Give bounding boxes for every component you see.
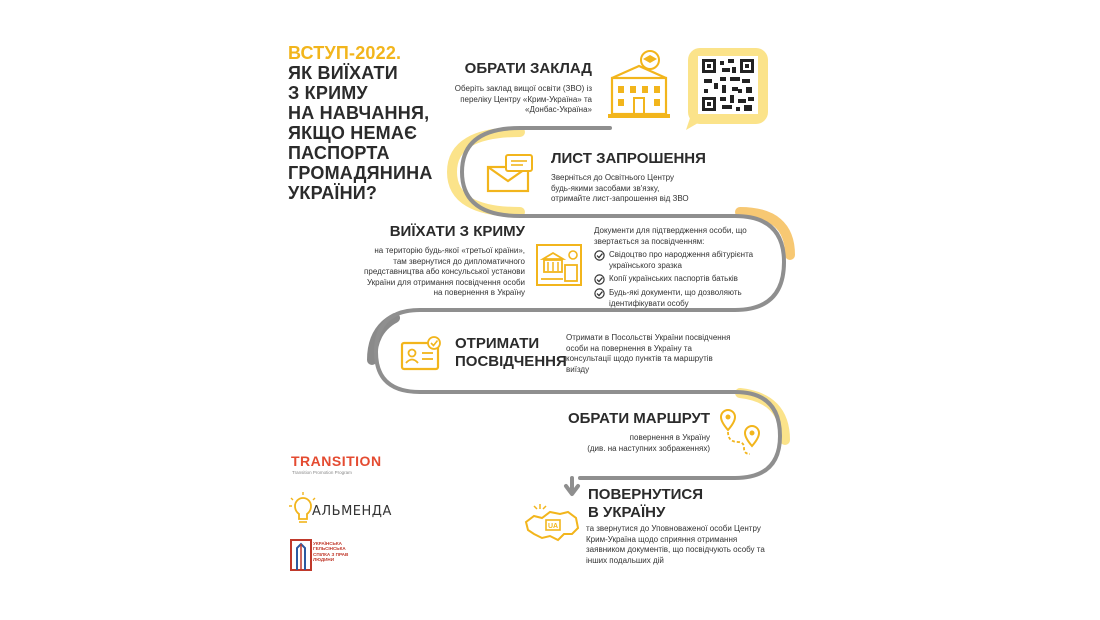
- documents-intro: [594, 226, 780, 247]
- document-item-line: Копії українських паспортів батьків: [609, 274, 738, 283]
- step-leave-crimea: [355, 223, 525, 299]
- step-text-line: повернення в Україну: [629, 433, 710, 442]
- envelope-icon: [486, 153, 536, 193]
- uhhru-logo-line: ГЕЛЬСІНСЬКА: [313, 546, 346, 552]
- document-item: [594, 274, 780, 285]
- qr-bubble: [686, 46, 772, 128]
- documents-intro-line: Документи для підтвердження особи, що: [594, 226, 747, 235]
- title-line: ПАСПОРТА: [288, 143, 390, 163]
- almenda-logo: АЛЬМЕНДА: [312, 504, 392, 519]
- checkmark-circle-icon: [594, 288, 605, 299]
- document-item-line: Будь-які документи, що дозволяють: [609, 288, 742, 297]
- uhhru-logo-line: СПІЛКА З ПРАВ: [313, 551, 349, 557]
- title-line: ЯК ВИЇХАТИ: [288, 63, 398, 83]
- embassy-icon: [535, 243, 583, 287]
- step-choose-institution: [440, 60, 592, 116]
- step-text-line: отримайте лист-запрошення від ЗВО: [551, 194, 689, 203]
- step-text-line: виїзду: [566, 364, 590, 374]
- step-heading: ОБРАТИ МАРШРУТ: [567, 410, 710, 427]
- uhhru-logo-icon: [290, 538, 312, 572]
- title-line: ГРОМАДЯНИНА: [288, 163, 433, 183]
- id-card-icon: [400, 335, 446, 373]
- step-text-line: на повернення в Україну: [433, 288, 525, 297]
- document-item-line: Свідоцтво про народження абітурієнта: [609, 250, 754, 259]
- step-heading: ЛИСТ ЗАПРОШЕННЯ: [551, 150, 706, 167]
- title-year: ВСТУП-2022.: [288, 43, 402, 63]
- documents-intro-line: звертається за посвідченням:: [594, 236, 705, 246]
- step-text-line: та звернутися до Уповноваженої особи Центру: [586, 524, 761, 533]
- document-item-line: українського зразка: [609, 260, 682, 270]
- document-item-line: ідентифікувати особу: [609, 298, 689, 308]
- documents-list: [594, 226, 780, 309]
- document-item: [594, 288, 780, 309]
- qr-code-icon: [702, 59, 754, 111]
- step-heading-line: В УКРАЇНУ: [588, 504, 666, 521]
- step-return-ukraine: [588, 486, 738, 522]
- checkmark-circle-icon: [594, 274, 605, 285]
- university-icon: [606, 50, 672, 120]
- document-item: [594, 250, 780, 271]
- title-line: ЯКЩО НЕМАЄ: [288, 123, 418, 143]
- step-heading: ВИЇХАТИ З КРИМУ: [389, 223, 525, 240]
- step-choose-route: [540, 410, 710, 454]
- step-get-certificate: [455, 335, 565, 371]
- step-text-line: будь-якими засобами зв'язку,: [551, 183, 660, 193]
- step-text-line: Зверніться до Освітнього Центру: [551, 173, 674, 182]
- step-text-line: на територію будь-якої «третьої країни»,: [374, 246, 525, 255]
- step-text-line: (див. на наступних зображеннях): [587, 443, 710, 453]
- step-text-line: представництва або консульської установи: [364, 267, 525, 276]
- map-label: UA: [547, 523, 559, 530]
- step-text-line: там звернутися до дипломатичного: [393, 256, 525, 266]
- step-text-line: Отримати в Посольстві України посвідчення: [566, 333, 731, 342]
- step-text-line: «Донбас-Україна»: [525, 105, 592, 114]
- transition-logo: TRANSITION: [291, 453, 382, 469]
- step-text: [540, 433, 710, 454]
- step-text: [440, 84, 592, 116]
- ukraine-map-icon: [520, 500, 582, 550]
- step-text-line: України для отримання посвідчення особи: [366, 277, 525, 287]
- step-text-line: Оберіть заклад вищої освіти (ЗВО) із: [454, 84, 592, 93]
- uhhru-logo-line: ЛЮДИНИ: [313, 557, 335, 563]
- step-text: [586, 524, 786, 566]
- transition-logo-subtitle: Transition Promotion Program: [292, 470, 352, 475]
- step-heading-line: ПОСВІДЧЕННЯ: [455, 353, 567, 370]
- step-text: [566, 333, 746, 375]
- step-invitation-letter: [551, 150, 741, 205]
- step-heading-line: ПОВЕРНУТИСЯ: [588, 486, 704, 503]
- step-text: [551, 173, 741, 205]
- title-line: НА НАВЧАННЯ,: [288, 103, 430, 123]
- step-text-line: інших подальших дій: [586, 555, 664, 565]
- step-text-line: консультації щодо пунктів та маршрутів: [566, 354, 713, 363]
- step-text-line: переліку Центру «Крим-Україна» та: [460, 94, 592, 104]
- route-pin-icon: [718, 408, 764, 456]
- main-title: [288, 43, 458, 203]
- step-text-line: Крим-Україна щодо сприяння отримання: [586, 534, 738, 544]
- title-line: З КРИМУ: [288, 83, 368, 103]
- step-text-line: заявником документів, що посвідчують особу та: [586, 545, 765, 554]
- step-heading: ОБРАТИ ЗАКЛАД: [464, 60, 592, 77]
- step-text: [355, 246, 525, 299]
- step-heading-line: ОТРИМАТИ: [455, 335, 540, 352]
- uhhru-logo-text: [313, 541, 363, 563]
- checkmark-circle-icon: [594, 250, 605, 261]
- step-text-line: особи на повернення в Україну та: [566, 343, 692, 353]
- title-line: УКРАЇНИ?: [288, 183, 378, 203]
- uhhru-logo-line: УКРАЇНСЬКА: [313, 541, 342, 546]
